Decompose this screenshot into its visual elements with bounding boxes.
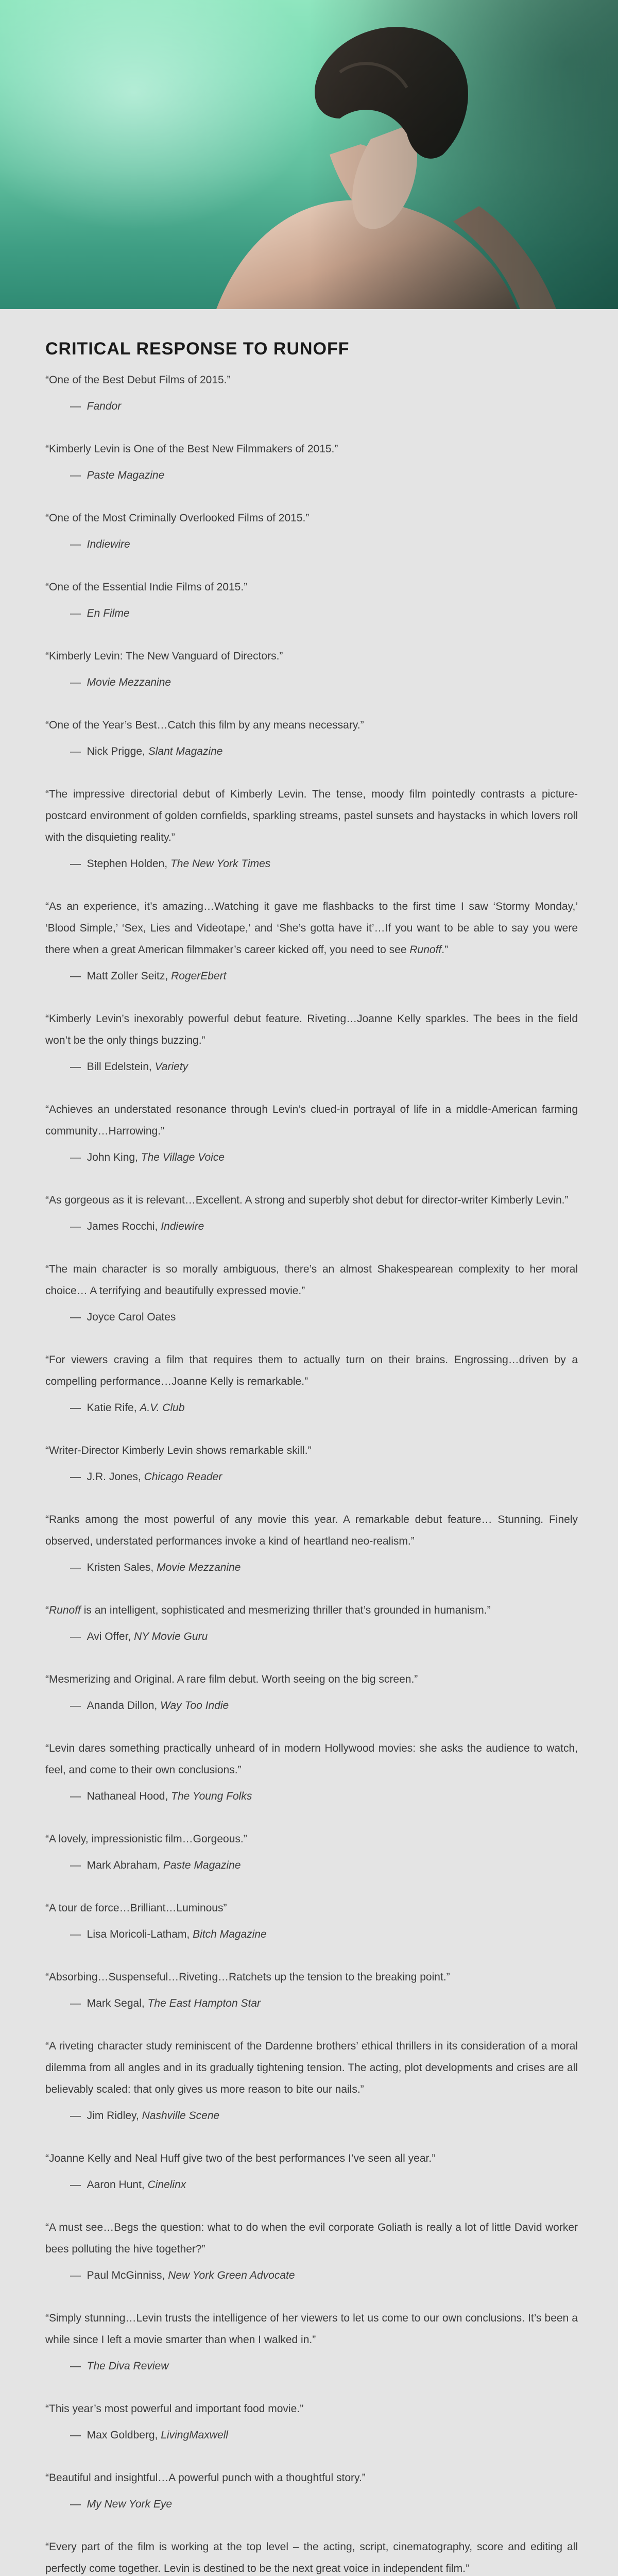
review-item — [45, 2308, 578, 2375]
review-item — [45, 2148, 578, 2193]
review-attribution — [70, 2358, 578, 2375]
review-attribution — [70, 856, 578, 872]
review-attribution — [70, 536, 578, 553]
attribution-dash: — — [70, 1700, 81, 1711]
attribution-dash: — — [70, 469, 81, 481]
attribution-dash: — — [70, 2179, 81, 2191]
review-item — [45, 2467, 578, 2513]
review-source: My New York Eye — [87, 2498, 173, 2510]
attribution-dash: — — [70, 2498, 81, 2510]
attribution-dash: — — [70, 1311, 81, 1323]
review-quote: “One of the Best Debut Films of 2015.” — [45, 374, 231, 386]
review-quote: “A must see…Begs the question: what to do when the evil corporate Goliath is really a lot of little David worker bees polluting the hive together?” — [45, 2222, 578, 2255]
review-attribution — [70, 1995, 578, 2012]
section-heading: CRITICAL RESPONSE TO RUNOFF — [45, 339, 350, 359]
review-author: Joyce Carol Oates — [87, 1311, 176, 1323]
review-attribution — [70, 1059, 578, 1075]
review-quote: “Mesmerizing and Original. A rare film debut. Worth seeing on the big screen.” — [45, 1673, 418, 1685]
review-item — [45, 1440, 578, 1485]
review-quote: “Absorbing…Suspenseful…Riveting…Ratchets up the tension to the breaking point.” — [45, 1971, 450, 1983]
review-author: J.R. Jones, — [87, 1471, 144, 1483]
review-author: James Rocchi, — [87, 1221, 161, 1232]
review-source: LivingMaxwell — [161, 2429, 228, 2441]
attribution-dash: — — [70, 1631, 81, 1642]
review-author: Aaron Hunt, — [87, 2179, 148, 2191]
review-quote: “Simply stunning…Levin trusts the intelligence of her viewers to let us come to our own conclusions. It’s been a while since I left a movie smarter than when I walked in.” — [45, 2312, 578, 2346]
review-author: Matt Zoller Seitz, — [87, 970, 171, 982]
review-quote: “For viewers craving a film that requires them to actually turn on their brains. Engrossing…driven by a compelling performance…Joanne Kelly is remarkable.” — [45, 1354, 578, 1387]
attribution-dash: — — [70, 1790, 81, 1802]
review-attribution — [70, 467, 578, 484]
review-attribution — [70, 1469, 578, 1485]
review-attribution — [70, 968, 578, 985]
review-item — [45, 1008, 578, 1075]
attribution-dash: — — [70, 970, 81, 982]
review-source: The Young Folks — [171, 1790, 252, 1802]
review-quote-part: “As an experience, it’s amazing…Watching it gave me flashbacks to the first time I saw ‘Stormy Monday,’ ‘Blood Simple,’ ‘Sex, Lies and Videotape,’ and ‘She’s gotta have it’…If you want to be able to say you were there when a great American filmmaker’s career kicked off, you need to see — [45, 901, 578, 956]
review-attribution — [70, 1698, 578, 1714]
attribution-dash: — — [70, 1859, 81, 1871]
review-quote: “A tour de force…Brilliant…Luminous” — [45, 1902, 227, 1914]
review-item — [45, 1099, 578, 1166]
review-quote-part: “ — [45, 1604, 49, 1616]
review-source: Bitch Magazine — [193, 1928, 267, 1940]
review-author: Paul McGinniss, — [87, 2269, 168, 2281]
review-author: Stephen Holden, — [87, 858, 170, 870]
attribution-dash: — — [70, 2269, 81, 2281]
review-source: Slant Magazine — [148, 745, 223, 757]
attribution-dash: — — [70, 607, 81, 619]
review-quote: “Beautiful and insightful…A powerful punch with a thoughtful story.” — [45, 2472, 366, 2484]
review-quote: “One of the Year’s Best…Catch this film by any means necessary.” — [45, 719, 364, 731]
review-quote: “Every part of the film is working at the top level – the acting, script, cinematography, score and editing all perfectly come together. Levin is destined to be the next great voice in independent film.” — [45, 2541, 578, 2574]
attribution-dash: — — [70, 1928, 81, 1940]
attribution-dash: — — [70, 1997, 81, 2009]
attribution-dash: — — [70, 2110, 81, 2122]
review-item — [45, 507, 578, 553]
review-quote-film-title: Runoff — [409, 944, 442, 956]
review-attribution — [70, 2108, 578, 2124]
review-attribution — [70, 1560, 578, 1576]
attribution-dash: — — [70, 1471, 81, 1483]
review-quote: “One of the Most Criminally Overlooked Films of 2015.” — [45, 512, 310, 524]
review-quote: “Levin dares something practically unheard of in modern Hollywood movies: she asks the audience to watch, feel, and come to their own conclusions.” — [45, 1742, 578, 1776]
review-source: NY Movie Guru — [134, 1631, 208, 1642]
review-attribution — [70, 1400, 578, 1416]
review-attribution — [70, 2496, 578, 2513]
review-source: The Diva Review — [87, 2360, 169, 2372]
review-source: Movie Mezzanine — [87, 676, 171, 688]
review-quote: “The main character is so morally ambiguous, there’s an almost Shakespearean complexity to her moral choice… A terrifying and beautifully expressed movie.” — [45, 1263, 578, 1297]
attribution-dash: — — [70, 538, 81, 550]
review-source: Paste Magazine — [163, 1859, 241, 1871]
review-source: Nashville Scene — [142, 2110, 220, 2122]
review-item — [45, 1190, 578, 1235]
review-attribution — [70, 743, 578, 760]
review-source: Fandor — [87, 400, 122, 412]
review-quote: “Writer-Director Kimberly Levin shows remarkable skill.” — [45, 1445, 312, 1456]
review-quote: “As gorgeous as it is relevant…Excellent. A strong and superbly shot debut for director-writer Kimberly Levin.” — [45, 1194, 569, 1206]
review-quote: “This year’s most powerful and important food movie.” — [45, 2403, 304, 2415]
review-quote: “A lovely, impressionistic film…Gorgeous.” — [45, 1833, 247, 1845]
critical-response-section — [0, 309, 618, 2576]
review-author: Ananda Dillon, — [87, 1700, 161, 1711]
review-item — [45, 1828, 578, 1874]
review-quote: “Kimberly Levin’s inexorably powerful debut feature. Riveting…Joanne Kelly sparkles. The bees in the field won’t be the only things buzzing.” — [45, 1013, 578, 1046]
review-author: Lisa Moricoli-Latham, — [87, 1928, 193, 1940]
review-author: Kristen Sales, — [87, 1562, 157, 1573]
attribution-dash: — — [70, 2360, 81, 2372]
review-attribution — [70, 605, 578, 622]
attribution-dash: — — [70, 858, 81, 870]
review-item — [45, 1509, 578, 1576]
review-attribution — [70, 1926, 578, 1943]
review-author: Bill Edelstein, — [87, 1061, 155, 1073]
review-attribution — [70, 1218, 578, 1235]
review-item — [45, 1738, 578, 1805]
review-source: RogerEbert — [171, 970, 227, 982]
review-author: John King, — [87, 1151, 141, 1163]
review-item — [45, 1259, 578, 1326]
attribution-dash: — — [70, 1562, 81, 1573]
review-source: The New York Times — [170, 858, 271, 870]
attribution-dash: — — [70, 1061, 81, 1073]
review-source: The East Hampton Star — [147, 1997, 261, 2009]
review-source: New York Green Advocate — [168, 2269, 295, 2281]
review-item — [45, 1600, 578, 1645]
review-source: Cinelinx — [147, 2179, 186, 2191]
review-quote: “One of the Essential Indie Films of 2015.” — [45, 581, 248, 593]
review-item — [45, 896, 578, 985]
review-attribution — [70, 1857, 578, 1874]
review-quote-part: .” — [441, 944, 449, 956]
review-author: Nick Prigge, — [87, 745, 148, 757]
review-attribution — [70, 1309, 578, 1326]
attribution-dash: — — [70, 676, 81, 688]
review-quote: “Kimberly Levin is One of the Best New Filmmakers of 2015.” — [45, 443, 338, 455]
review-item — [45, 2398, 578, 2444]
attribution-dash: — — [70, 1221, 81, 1232]
review-quote: “Kimberly Levin: The New Vanguard of Directors.” — [45, 650, 283, 662]
review-author: Nathaneal Hood, — [87, 1790, 171, 1802]
review-attribution — [70, 2177, 578, 2193]
review-item — [45, 1967, 578, 2012]
review-source: Paste Magazine — [87, 469, 165, 481]
review-item — [45, 369, 578, 415]
review-attribution — [70, 2427, 578, 2444]
review-attribution — [70, 1788, 578, 1805]
hero-figure-illustration — [0, 0, 618, 309]
attribution-dash: — — [70, 1151, 81, 1163]
review-source: Way Too Indie — [160, 1700, 229, 1711]
review-source: Movie Mezzanine — [157, 1562, 241, 1573]
review-item — [45, 1349, 578, 1416]
attribution-dash: — — [70, 745, 81, 757]
review-author: Mark Segal, — [87, 1997, 148, 2009]
review-attribution — [70, 1149, 578, 1166]
review-author: Mark Abraham, — [87, 1859, 163, 1871]
review-item — [45, 1669, 578, 1714]
review-source: Indiewire — [87, 538, 130, 550]
review-quote: “Achieves an understated resonance through Levin’s clued-in portrayal of life in a middle-American farming community…Harrowing.” — [45, 1104, 578, 1137]
review-source: Indiewire — [161, 1221, 204, 1232]
review-source: Variety — [154, 1061, 188, 1073]
review-source: The Village Voice — [141, 1151, 225, 1163]
review-author: Katie Rife, — [87, 1402, 140, 1414]
review-attribution — [70, 2267, 578, 2284]
review-item — [45, 784, 578, 872]
review-quote: “Ranks among the most powerful of any movie this year. A remarkable debut feature… Stunning. Finely observed, understated performances invoke a kind of heartland neo-realism.” — [45, 1514, 578, 1547]
review-attribution — [70, 674, 578, 691]
attribution-dash: — — [70, 400, 81, 412]
review-item — [45, 2217, 578, 2284]
review-item — [45, 577, 578, 622]
review-quote: “Joanne Kelly and Neal Huff give two of the best performances I’ve seen all year.” — [45, 2153, 436, 2164]
review-item — [45, 646, 578, 691]
review-quote: “A riveting character study reminiscent of the Dardenne brothers’ ethical thrillers in its consideration of a moral dilemma from all angles and in its gradually tightening tension. The acting, plot developments and crises are all believably scaled: that only gives us more reason to bite our nails.” — [45, 2040, 578, 2095]
hero-image — [0, 0, 618, 309]
review-source: A.V. Club — [140, 1402, 185, 1414]
review-author: Max Goldberg, — [87, 2429, 161, 2441]
review-list — [45, 369, 578, 2576]
review-quote — [45, 896, 578, 961]
review-quote: “The impressive directorial debut of Kimberly Levin. The tense, moody film pointedly contrasts a picture-postcard environment of golden cornfields, sparkling streams, pastel sunsets and haystacks in which lovers roll with the disquieting reality.” — [45, 788, 578, 843]
attribution-dash: — — [70, 1402, 81, 1414]
review-item — [45, 2036, 578, 2124]
review-quote-part: is an intelligent, sophisticated and mesmerizing thriller that’s grounded in humanism.” — [80, 1604, 491, 1616]
review-quote — [45, 1600, 578, 1621]
review-author: Avi Offer, — [87, 1631, 134, 1642]
review-item — [45, 1897, 578, 1943]
review-item — [45, 715, 578, 760]
review-attribution — [70, 1629, 578, 1645]
review-attribution — [70, 398, 578, 415]
review-quote-film-title: Runoff — [49, 1604, 81, 1616]
review-item — [45, 438, 578, 484]
attribution-dash: — — [70, 2429, 81, 2441]
review-author: Jim Ridley, — [87, 2110, 142, 2122]
review-source: En Filme — [87, 607, 130, 619]
review-item — [45, 2536, 578, 2576]
review-source: Chicago Reader — [144, 1471, 222, 1483]
